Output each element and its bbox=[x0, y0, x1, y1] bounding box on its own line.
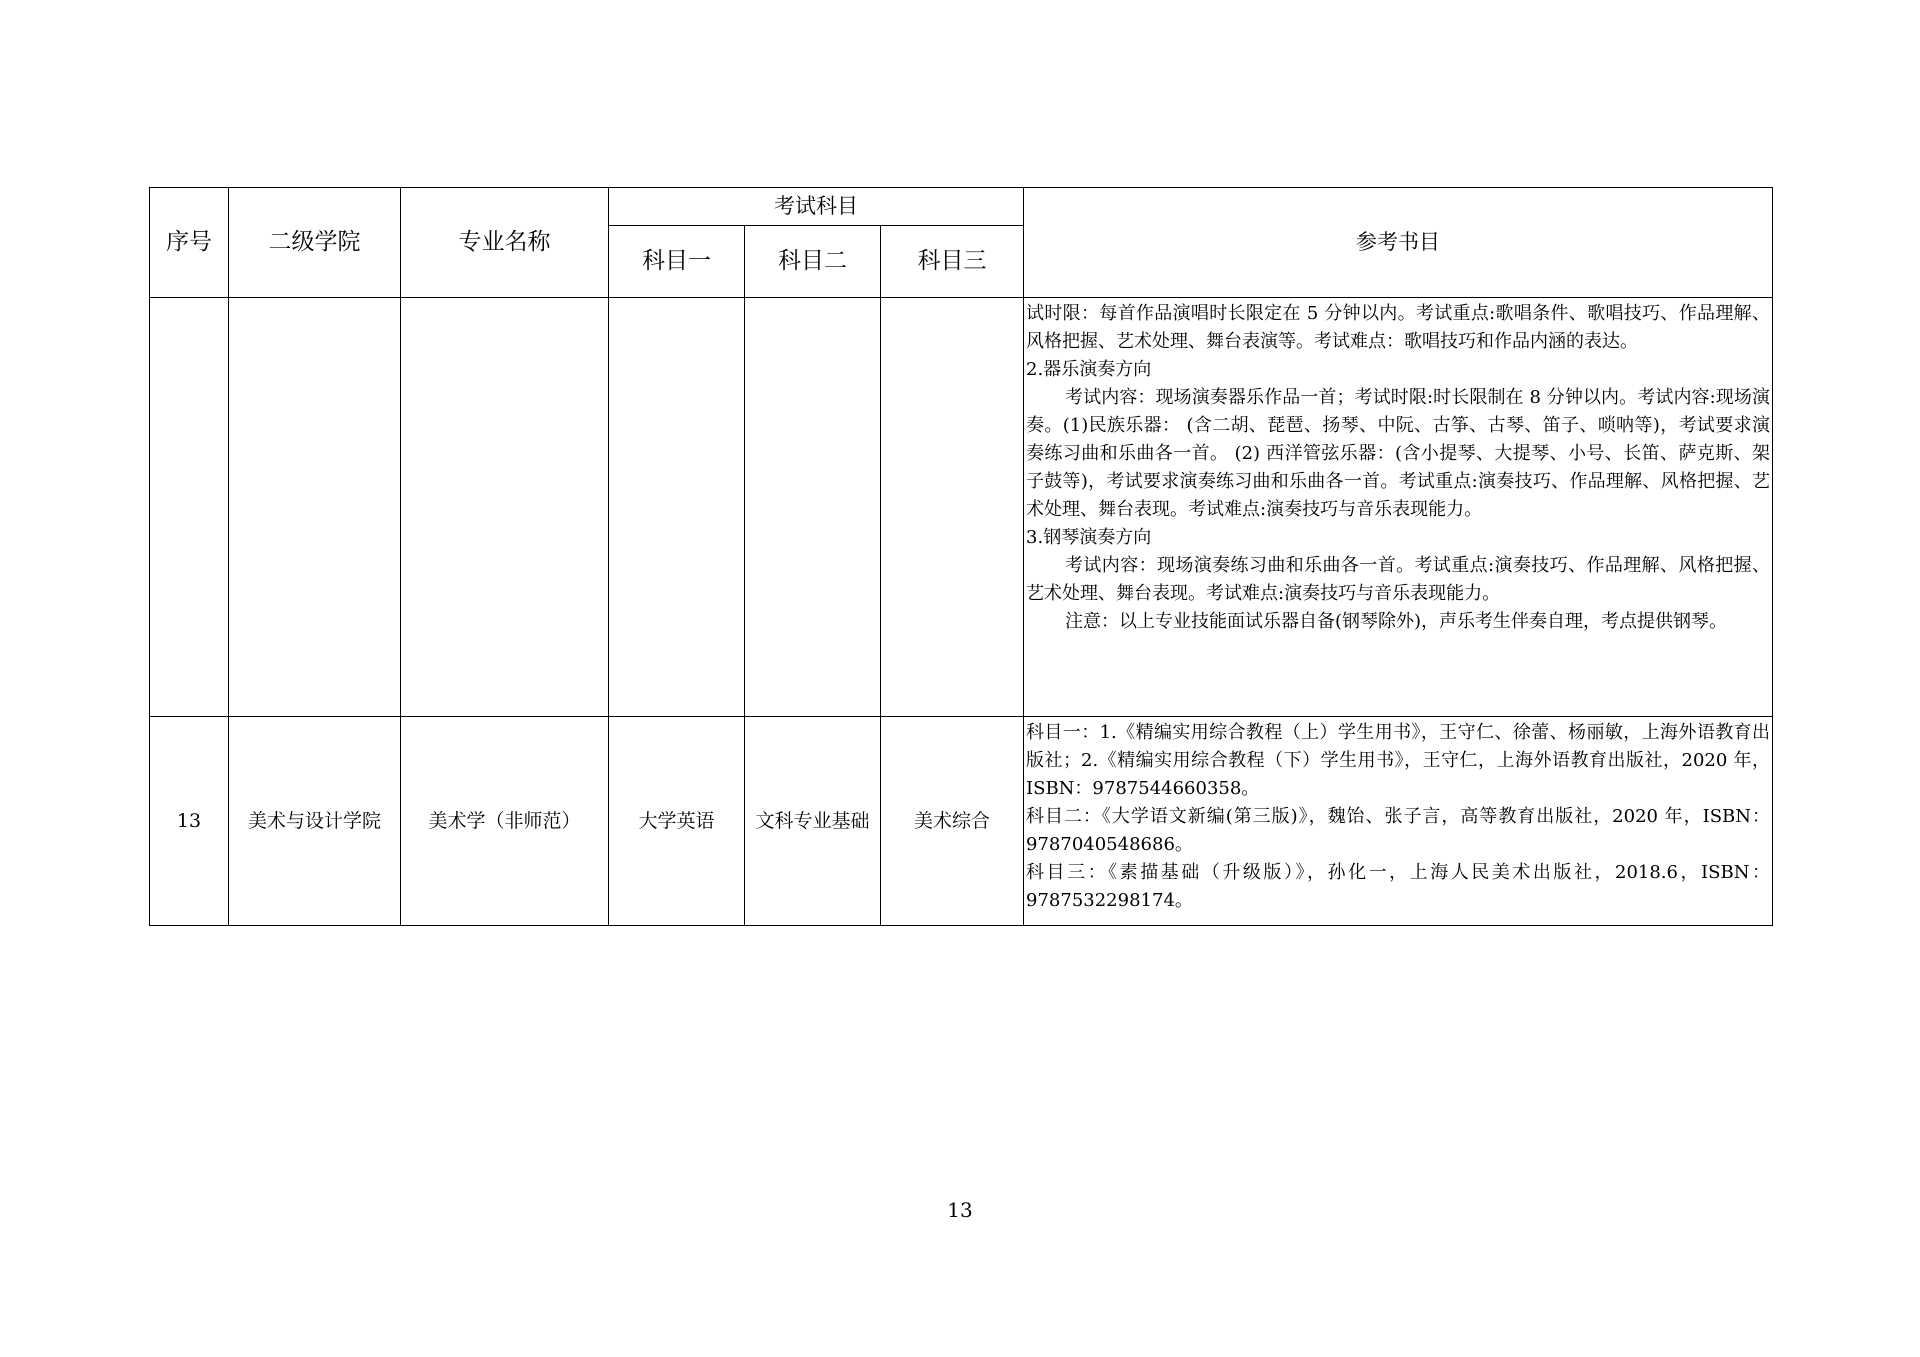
cell-seq: 13 bbox=[150, 717, 229, 926]
cell-subject-2: 文科专业基础 bbox=[745, 717, 881, 926]
reference-heading: 2.器乐演奏方向 bbox=[1026, 359, 1152, 380]
header-major: 专业名称 bbox=[401, 188, 609, 298]
reference-note: 注意：以上专业技能面试乐器自备(钢琴除外)，声乐考生伴奏自理，考点提供钢琴。 bbox=[1065, 611, 1728, 632]
header-row-top bbox=[150, 188, 1773, 226]
reference-heading: 3.钢琴演奏方向 bbox=[1026, 527, 1152, 548]
header-college: 二级学院 bbox=[229, 188, 401, 298]
reference-item: 科目三：《素描基础（升级版）》，孙化一，上海人民美术出版社，2018.6，ISBN：9787532298174。 bbox=[1026, 862, 1771, 911]
cell-major: 美术学（非师范） bbox=[401, 717, 609, 926]
cell-subject-1: 大学英语 bbox=[609, 717, 745, 926]
reference-paragraph: 试时限：每首作品演唱时长限定在 5 分钟以内。考试重点:歌唱条件、歌唱技巧、作品理解、风格把握、艺术处理、舞台表演等。考试难点：歌唱技巧和作品内涵的表达。 bbox=[1026, 303, 1771, 352]
admission-table bbox=[149, 187, 1773, 926]
cell-subject-2 bbox=[745, 298, 881, 717]
cell-college bbox=[229, 298, 401, 717]
header-subject-1: 科目一 bbox=[609, 226, 745, 298]
header-seq: 序号 bbox=[150, 188, 229, 298]
cell-subject-3 bbox=[881, 298, 1024, 717]
table-row bbox=[150, 717, 1773, 926]
reference-paragraph: 考试内容：现场演奏器乐作品一首；考试时限:时长限制在 8 分钟以内。考试内容:现场演奏。(1)民族乐器： (含二胡、琵琶、扬琴、中阮、古筝、古琴、笛子、唢呐等)，考试要求演奏练习曲和乐曲各一首。 (2) 西洋管弦乐器：(含小提琴、大提琴、小号、长笛、萨克斯、架子鼓等)，考试要求演奏练习曲和乐曲各一首。考试重点:演奏技巧、作品理解、风格把握、艺术处理、舞台表现。考试难点:演奏技巧与音乐表现能力。 bbox=[1026, 387, 1771, 520]
cell-references bbox=[1024, 717, 1773, 926]
cell-major bbox=[401, 298, 609, 717]
cell-subject-1 bbox=[609, 298, 745, 717]
cell-seq bbox=[150, 298, 229, 717]
header-references: 参考书目 bbox=[1024, 188, 1773, 298]
table-row-continued bbox=[150, 298, 1773, 717]
cell-subject-3: 美术综合 bbox=[881, 717, 1024, 926]
header-subject-2: 科目二 bbox=[745, 226, 881, 298]
cell-references bbox=[1024, 298, 1773, 717]
cell-college: 美术与设计学院 bbox=[229, 717, 401, 926]
reference-paragraph: 考试内容：现场演奏练习曲和乐曲各一首。考试重点:演奏技巧、作品理解、风格把握、艺术处理、舞台表现。考试难点:演奏技巧与音乐表现能力。 bbox=[1026, 555, 1771, 604]
header-exam-subjects: 考试科目 bbox=[609, 188, 1024, 226]
header-subject-3: 科目三 bbox=[881, 226, 1024, 298]
page-number: 13 bbox=[947, 1198, 973, 1222]
reference-item: 科目二：《大学语文新编(第三版)》，魏饴、张子言，高等教育出版社，2020 年，ISBN：9787040548686。 bbox=[1026, 806, 1771, 855]
reference-item: 科目一：1.《精编实用综合教程（上）学生用书》，王守仁、徐蕾、杨丽敏，上海外语教育出版社；2.《精编实用综合教程（下）学生用书》，王守仁，上海外语教育出版社，2020 年，ISBN：9787544660358。 bbox=[1026, 722, 1771, 799]
